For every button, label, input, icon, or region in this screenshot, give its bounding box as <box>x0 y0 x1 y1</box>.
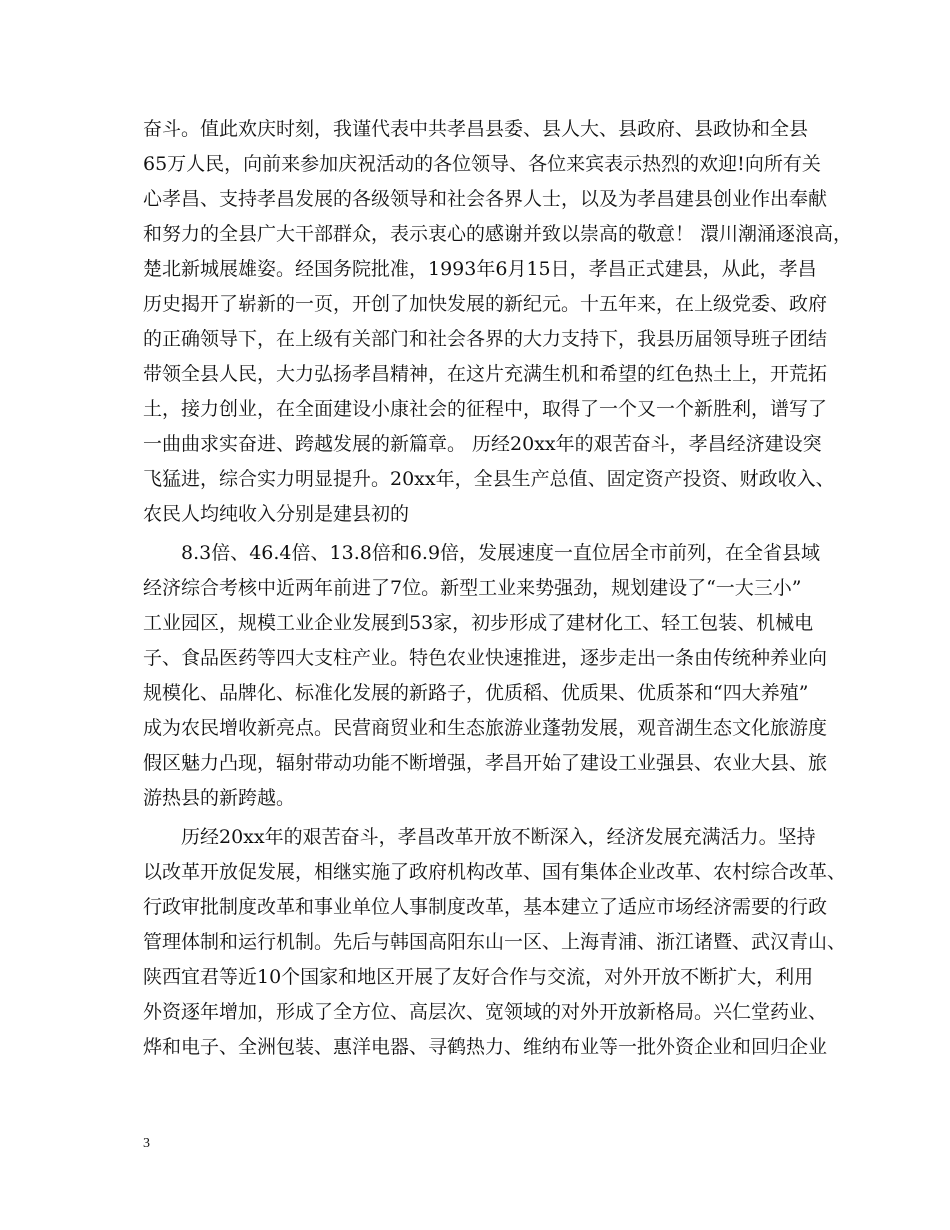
text-line: 心孝昌、支持孝昌发展的各级领导和社会各界人士，以及为孝昌建县创业作出奉献 <box>143 188 828 210</box>
text-line: 工业园区，规模工业企业发展到53家，初步形成了建材化工、轻工包装、机械电 <box>143 612 814 634</box>
text-line: 带领全县人民，大力弘扬孝昌精神，在这片充满生机和希望的红色热土上，开荒拓 <box>143 363 828 385</box>
text-line: 游热县的新跨越。 <box>143 787 296 809</box>
text-line: 经济综合考核中近两年前进了7位。新型工业来势强劲，规划建设了“一大三小” <box>143 577 802 599</box>
text-line: 飞猛进，综合实力明显提升。20xx年，全县生产总值、固定资产投资、财政收入、 <box>143 468 835 490</box>
text-line: 行政审批制度改革和事业单位人事制度改革，基本建立了适应市场经济需要的行政 <box>143 896 828 918</box>
text-line: 农民人均纯收入分别是建县初的 <box>143 503 410 525</box>
text-line: 一曲曲求实奋进、跨越发展的新篇章。 历经20xx年的艰苦奋斗，孝昌经济建设突 <box>143 433 822 455</box>
text-line: 65万人民，向前来参加庆祝活动的各位领导、各位来宾表示热烈的欢迎!向所有关 <box>143 153 821 175</box>
text-line: 奋斗。值此欢庆时刻，我谨代表中共孝昌县委、县人大、县政府、县政协和全县 <box>143 118 809 140</box>
text-line: 子、食品医药等四大支柱产业。特色农业快速推进，逐步走出一条由传统种养业向 <box>143 647 828 669</box>
page-number: 3 <box>143 1136 150 1151</box>
text-line: 烨和电子、全洲包装、惠洋电器、寻鹤热力、维纳布业等一批外资企业和回归企业 <box>143 1036 828 1058</box>
text-line: 土，接力创业，在全面建设小康社会的征程中，取得了一个又一个新胜利，谱写了 <box>143 398 828 420</box>
text-line: 陕西宜君等近10个国家和地区开展了友好合作与交流，对外开放不断扩大，利用 <box>143 966 814 988</box>
text-line: 8.3倍、46.4倍、13.8倍和6.9倍，发展速度一直位居全市前列，在全省县域 <box>181 542 821 564</box>
text-line: 历史揭开了崭新的一页，开创了加快发展的新纪元。十五年来，在上级党委、政府 <box>143 293 828 315</box>
text-line: 外资逐年增加，形成了全方位、高层次、宽领域的对外开放新格局。兴仁堂药业、 <box>143 1001 828 1023</box>
text-line: 假区魅力凸现，辐射带动功能不断增强，孝昌开始了建设工业强县、农业大县、旅 <box>143 752 828 774</box>
text-line: 规模化、品牌化、标准化发展的新路子，优质稻、优质果、优质茶和“四大养殖” <box>143 682 809 704</box>
paragraph-1 <box>143 112 853 532</box>
text-line: 和努力的全县广大干部群众，表示衷心的感谢并致以崇高的敬意！ 澴川潮涌逐浪高， <box>143 223 853 245</box>
text-line: 历经20xx年的艰苦奋斗，孝昌改革开放不断深入，经济发展充满活力。坚持 <box>181 826 816 848</box>
body-text <box>143 112 853 1065</box>
paragraph-3 <box>143 820 847 1065</box>
text-line: 的正确领导下，在上级有关部门和社会各界的大力支持下，我县历届领导班子团结 <box>143 328 828 350</box>
paragraph-2 <box>143 536 828 816</box>
text-line: 楚北新城展雄姿。经国务院批准，1993年6月15日，孝昌正式建县，从此，孝昌 <box>143 258 817 280</box>
text-line: 成为农民增收新亮点。民营商贸业和生态旅游业蓬勃发展，观音湖生态文化旅游度 <box>143 717 828 739</box>
text-line: 以改革开放促发展，相继实施了政府机构改革、国有集体企业改革、农村综合改革、 <box>143 861 847 883</box>
text-line: 管理体制和运行机制。先后与韩国高阳东山一区、上海青浦、浙江诸暨、武汉青山、 <box>143 931 847 953</box>
